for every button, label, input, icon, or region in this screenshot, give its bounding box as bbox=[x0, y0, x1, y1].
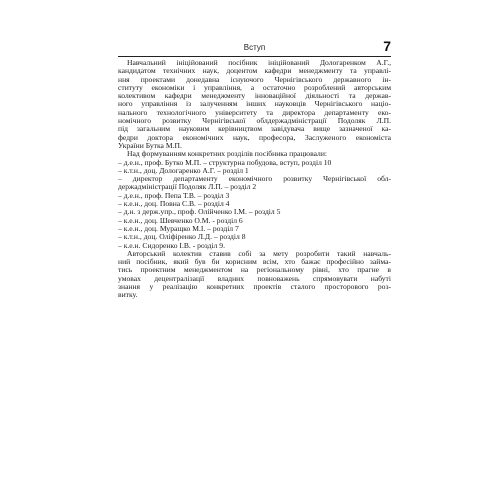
text-line: умовах децентралізації владних повноважень спрямовувати набуті bbox=[118, 274, 391, 283]
text-line: – д.е.н., проф. Бутко М.П. – структурна побудова, вступ, розділ 10 bbox=[118, 158, 332, 167]
text-line: – к.т.н., доц. Дологаренко А.Г. – розділ 1 bbox=[118, 166, 249, 175]
text-line: Навчальний ініційований посібник ініційований Дологаренком А.Г., bbox=[127, 59, 391, 67]
text-line: федри доктора економічних наук, професора, Заслуженого економіста bbox=[118, 133, 391, 142]
text-line: номічного розвитку Чернігівської облдержадміністрації Подоляк Л.П. bbox=[118, 117, 391, 126]
page-number: 7 bbox=[383, 38, 391, 54]
running-header bbox=[118, 38, 391, 57]
text-line: знання у реалізацію конкретних проектів сталого просторового роз- bbox=[118, 283, 391, 292]
body-text bbox=[118, 59, 391, 300]
text-line: ння проектами донедавна існуючого Чернігівського державного ін- bbox=[118, 75, 391, 84]
header-title: Вступ bbox=[243, 43, 266, 52]
text-line: Авторський колектив ставив собі за мету розробити такий навчаль- bbox=[127, 249, 391, 258]
text-line: витку. bbox=[118, 291, 138, 300]
text-line: – к.е.н., доц. Шевченко О.М. - розділ 6 bbox=[118, 216, 243, 225]
text-line: тись проектним менеджментом на регіональному рівні, хто прагне в bbox=[118, 266, 391, 275]
text-line: ного управління із залученням інших науковців Чернігівського націо- bbox=[118, 100, 391, 109]
text-line: – д.н. з держ.упр., проф. Олійченко І.М. – розділ 5 bbox=[118, 208, 281, 217]
text-line: держадміністрації Подоляк Л.П. – розділ 2 bbox=[118, 183, 257, 192]
text-line: нального технологічного університету та директора департаменту еко- bbox=[118, 108, 391, 117]
text-line: – к.т.н., доц. Оліфіренко Л.Д. – розділ 8 bbox=[118, 233, 246, 242]
text-line: колективом кафедри менеджменту інноваційної діяльності та держав- bbox=[118, 92, 391, 101]
text-line: України Бутка М.П. bbox=[118, 141, 182, 150]
text-line: – к.е.н., доц. Муращко М.І. – розділ 7 bbox=[118, 224, 239, 233]
text-line: – к.е.н. Сидоренко І.В. - розділ 9. bbox=[118, 241, 225, 250]
text-line: – к.е.н., доц. Повна С.В. – розділ 4 bbox=[118, 200, 230, 209]
text-line: ний посібник, який був би корисним всім, хто бажає професійно займа- bbox=[118, 258, 391, 267]
text-line: Над формуванням конкретних розділів посібника працювали: bbox=[127, 150, 327, 159]
text-line: ституту економіки і управління, а остаточно розроблений авторським bbox=[118, 83, 391, 92]
text-line: кандидатом технічних наук, доцентом кафедри менеджменту та управлі- bbox=[118, 67, 391, 76]
text-line: – директор департаменту економічного розвитку Чернігівської обл- bbox=[118, 175, 391, 184]
text-line: під загальним науковим керівництвом завідувача вище зазначеної ка- bbox=[118, 125, 391, 134]
text-line: – д.е.н., проф. Пепа Т.В. – розділ 3 bbox=[118, 191, 230, 200]
